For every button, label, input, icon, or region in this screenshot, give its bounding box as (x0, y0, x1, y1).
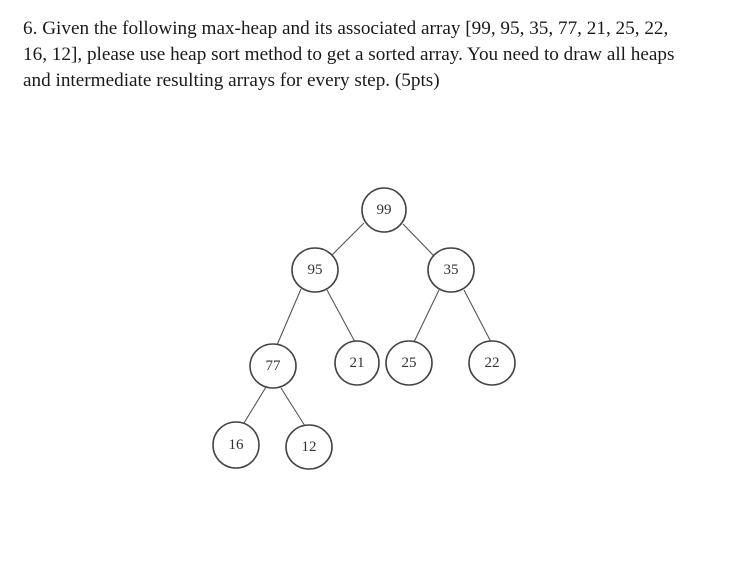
heap-node-value: 25 (401, 355, 417, 371)
heap-node (250, 344, 296, 388)
heap-edge (414, 290, 439, 342)
heap-node (362, 188, 406, 232)
heap-node (386, 341, 432, 385)
heap-node (469, 341, 515, 385)
heap-edge (327, 290, 355, 342)
heap-edge (464, 290, 491, 342)
heap-node-value: 21 (349, 355, 365, 371)
heap-edge (403, 224, 434, 256)
question-line-3: and intermediate resulting arrays for every step. (5pts) (23, 70, 440, 91)
heap-node-value: 99 (376, 202, 392, 218)
heap-node (213, 422, 259, 468)
heap-node-value: 12 (301, 439, 317, 455)
heap-edge (277, 289, 301, 345)
heap-node (292, 248, 338, 292)
heap-edge (244, 387, 266, 423)
heap-node (428, 248, 474, 292)
heap-node-value: 35 (443, 262, 459, 278)
heap-node-value: 22 (484, 355, 500, 371)
heap-node-value: 95 (307, 262, 323, 278)
heap-node-value: 77 (265, 358, 281, 374)
heap-node (335, 341, 379, 385)
heap-edge (281, 388, 305, 426)
heap-edge (332, 223, 364, 255)
heap-nodes (213, 188, 515, 469)
question-line-2: 16, 12], please use heap sort method to get a sorted array. You need to draw all heaps (23, 44, 675, 65)
question-line-1: 6. Given the following max-heap and its associated array [99, 95, 35, 77, 21, 25, 22, (23, 18, 669, 39)
heap-node (286, 425, 332, 469)
heap-node-value: 16 (228, 437, 244, 453)
